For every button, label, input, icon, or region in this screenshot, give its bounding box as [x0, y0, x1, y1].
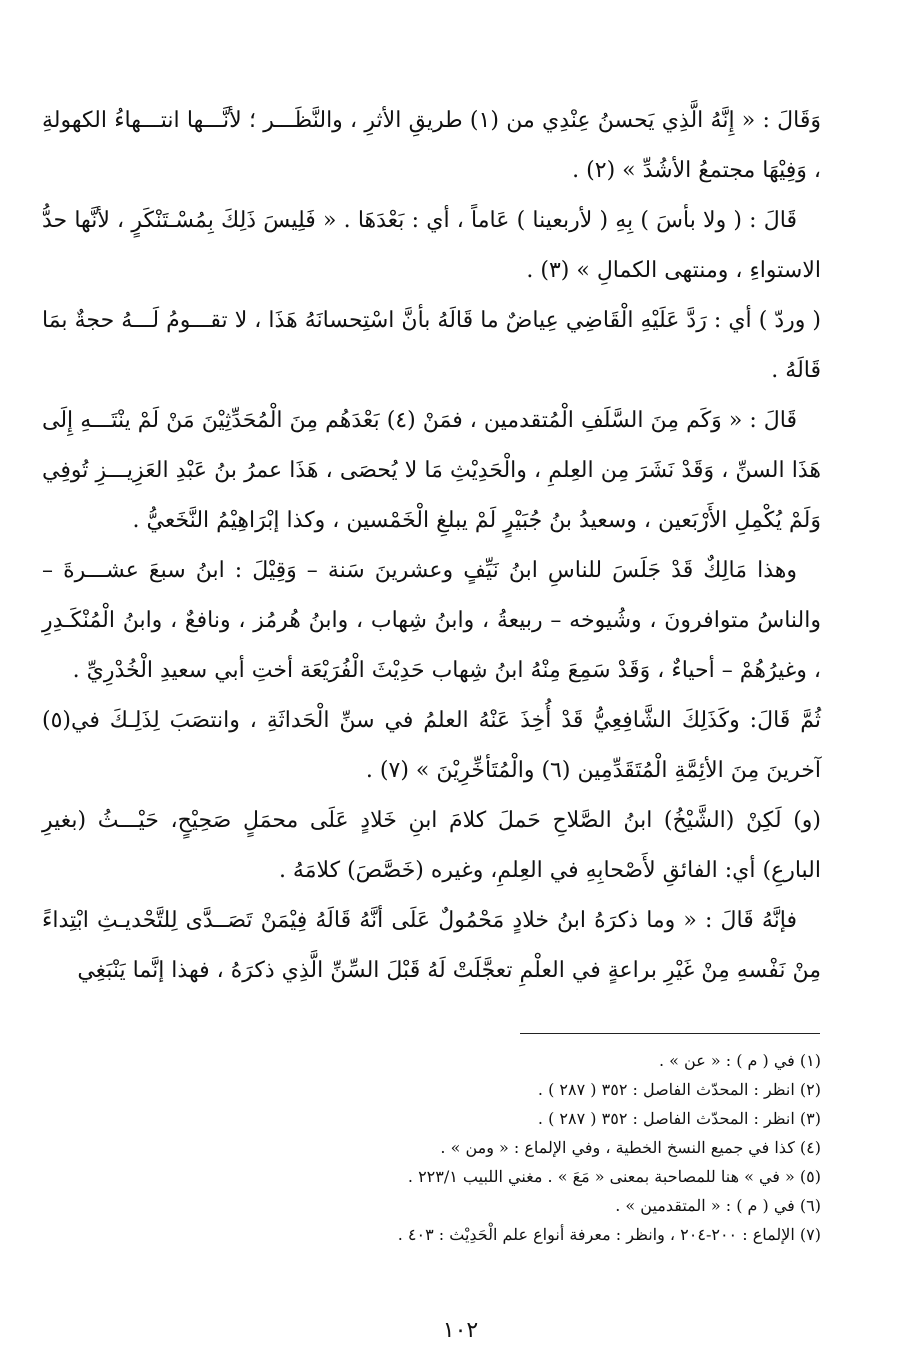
footnotes	[60, 1046, 821, 1249]
paragraph-5: وهذا مَالِكٌ قَدْ جَلَسَ للناسِ ابنُ نَيِّفٍ وعشرينَ سَنة – وَقِيْلَ : ابنُ سبعَ عشـــرةَ – والناسُ متوافرونَ ، وشُيوخه – ربيعةُ ، وابنُ شِهاب ، وابنُ هُرمُز ، ونافعٌ ، وابنُ الْمُنْكَـدِرِ ، وغيرُهُمْ – أحياءٌ ، وَقَدْ سَمِعَ مِنْهُ ابنُ شِهاب حَدِيْثَ الْفُرَيْعَة أختِ أبي سعيدِ الْخُدْرِيِّ .	[42, 558, 821, 683]
footnote-5: (٥) « في » هنا للمصاحبة بمعنى « مَعَ » . مغني اللبيب ٢٢٣/١ .	[407, 1167, 821, 1186]
paragraph-7: (و) لَكِنْ (الشَّيْخُ) ابنُ الصَّلاحِ حَملَ كلامَ ابنِ خَلادٍ عَلَى محمَلٍ صَحِيْحٍ، حَيْـــثُ (بغيرِ البارعِ) أي: الفائقِ لأَصْحابِهِ في العِلمِ، وغيره (خَصَّصَ) كلامَهُ .	[42, 808, 821, 883]
footnote-7: (٧) الإلماع : ٢٠٠-٢٠٤ ، وانظر : معرفة أنواع علم الْحَدِيْث : ٤٠٣ .	[397, 1225, 821, 1244]
paragraph-2: قَالَ : ( ولا بأسَ ) بِهِ ( لأربعينا ) عَاماً ، أي : بَعْدَهَا . « فَلِيسَ ذَلِكَ بِمُسْـتَنْكَرٍ ، لأنَّها حدُّ الاستواءِ ، ومنتهى الكمالِ » (٣) .	[42, 208, 821, 283]
footnote-2: (٢) انظر : المحدّث الفاصل : ٣٥٢ ( ٢٨٧ ) .	[537, 1080, 821, 1099]
footnote-4: (٤) كذا في جميع النسخ الخطية ، وفي الإلماع : « ومن » .	[440, 1138, 821, 1157]
footnote-1: (١) في ( م ) : « عن » .	[658, 1051, 821, 1070]
paragraph-4: قَالَ : « وَكَم مِنَ السَّلَفِ الْمُتقدمين ، فمَنْ (٤) بَعْدَهُم مِنَ الْمُحَدِّثِيْنَ مَنْ لَمْ ينْتَـــهِ إِلَى هَذَا السنِّ ، وَقَدْ نَشَرَ مِن العِلمِ ، والْحَدِيْثِ مَا لا يُحصَى ، هَذَا عمرُ بنُ عَبْدِ العَزِيـــزِ تُوفِي وَلَمْ يُكْمِلِ الأَرْبَعين ، وسعيدُ بنُ جُبَيْرٍ لَمْ يبلغِ الْخَمْسين ، وكذا إبْرَاهِيْمُ النَّخَعيُّ .	[42, 408, 821, 533]
footnote-6: (٦) في ( م ) : « المتقدمين » .	[615, 1196, 821, 1215]
main-text	[42, 96, 821, 996]
paragraph-3: ( وردّ ) أي : رَدَّ عَلَيْهِ الْقَاضِي عِياضٌ ما قَالَهُ بأنَّ اسْتِحسانَهُ هَذَا ، لا تقـــومُ لَـــهُ حجةٌ بمَا قَالَهُ .	[42, 308, 821, 383]
footnote-3: (٣) انظر : المحدّث الفاصل : ٣٥٢ ( ٢٨٧ ) .	[537, 1109, 821, 1128]
footnote-separator	[520, 1033, 820, 1034]
paragraph-1: وَقَالَ : « إِنَّهُ الَّذِي يَحسنُ عِنْدِي من (١) طريقِ الأثرِ ، والنَّظَـــر ؛ لأنَّـــها انتـــهاءُ الكهولةِ ، وَفِيْهَا مجتمعُ الأشُدِّ » (٢) .	[42, 108, 822, 183]
page-number: ١٠٢	[442, 1318, 479, 1343]
paragraph-8: فإنَّهُ قَالَ : « وما ذكرَهُ ابنُ خلادٍ مَحْمُولٌ عَلَى أنَّهُ قَالَهُ فِيْمَنْ تَصَــدَّى لِلتَّحْديـثِ ابْتِداءً مِنْ نَفْسهِ مِنْ غَيْرِ براعةٍ في العلْمِ تعجَّلَتْ لَهُ قَبْلَ السِّنِّ الَّذِي ذكرَهُ ، فهذا إنَّما يَنْبَغِي	[42, 908, 821, 983]
paragraph-6: ثُمَّ قَالَ: وكَذَلِكَ الشَّافِعِيُّ قَدْ أُخِذَ عَنْهُ العلمُ في سنِّ الْحَداثَةِ ، وانتصَبَ لِذَلِـكَ في(٥) آخرينَ مِنَ الأئِمَّةِ الْمُتَقَدِّمِين (٦) والْمُتَأخِّرِيْنَ » (٧) .	[42, 708, 821, 783]
